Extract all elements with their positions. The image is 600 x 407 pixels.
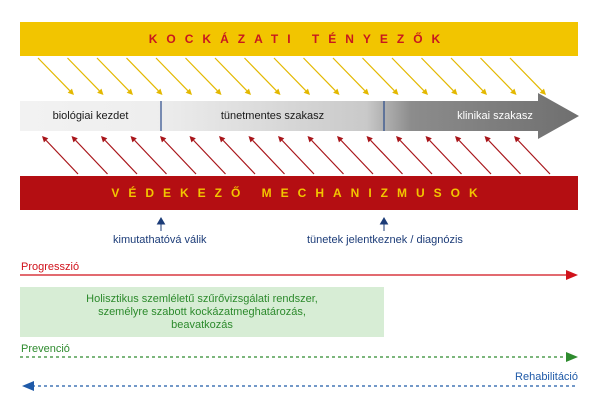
screening-line-3: beavatkozás [171, 318, 233, 331]
protective-arrow [485, 136, 521, 174]
protective-arrow [42, 136, 78, 174]
risk-arrow [274, 58, 310, 95]
protective-arrow [190, 136, 226, 174]
risk-arrow [245, 58, 281, 95]
marker-detectable-label: kimutathatóvá válik [113, 234, 207, 246]
protective-arrow [514, 136, 550, 174]
risk-arrow [186, 58, 222, 95]
stage-clinical: klinikai szakasz [457, 110, 533, 122]
protective-arrow [131, 136, 167, 174]
stage-asymptomatic: tünetmentes szakasz [220, 110, 325, 122]
screening-system-box [20, 287, 384, 337]
screening-line-2: személyre szabott kockázatmeghatározás, [98, 305, 306, 318]
risk-arrow [392, 58, 428, 95]
risk-factors-label: KOCKÁZATI TÉNYEZŐK [148, 32, 450, 46]
progression-arrow [20, 270, 578, 280]
risk-arrow [333, 58, 369, 95]
risk-arrow [215, 58, 251, 95]
screening-line-1: Holisztikus szemléletű szűrővizsgálati rendszer, [86, 292, 318, 305]
protective-mechanisms-label: VÉDEKEZŐ MECHANIZMUSOK [111, 186, 487, 200]
risk-arrow [156, 58, 192, 95]
risk-arrow [510, 58, 546, 95]
protective-arrow [101, 136, 137, 174]
rehabilitation-arrow [22, 381, 578, 391]
risk-arrow [304, 58, 340, 95]
protective-arrow [219, 136, 255, 174]
detectable-marker-arrow [158, 218, 165, 231]
protective-arrow [396, 136, 432, 174]
risk-arrow [38, 58, 74, 95]
risk-arrow [451, 58, 487, 95]
risk-arrow [97, 58, 133, 95]
protective-arrows [42, 136, 550, 174]
protective-arrow [278, 136, 314, 174]
diagnosis-marker-arrow [381, 218, 388, 231]
protective-mechanisms-banner [20, 176, 578, 210]
rehabilitation-label: Rehabilitáció [515, 371, 578, 383]
protective-arrow [426, 136, 462, 174]
risk-arrow [363, 58, 399, 95]
risk-arrow [68, 58, 104, 95]
prevention-arrow [20, 352, 578, 362]
stage-biological-onset: biológiai kezdet [52, 110, 129, 122]
risk-arrows [38, 58, 546, 95]
risk-arrow [127, 58, 163, 95]
risk-arrow [422, 58, 458, 95]
protective-arrow [455, 136, 491, 174]
protective-arrow [72, 136, 108, 174]
risk-factors-banner [20, 22, 578, 56]
marker-diagnosis-label: tünetek jelentkeznek / diagnózis [307, 234, 463, 246]
protective-arrow [367, 136, 403, 174]
protective-arrow [249, 136, 285, 174]
progression-label: Progresszió [21, 261, 80, 273]
protective-arrow [308, 136, 344, 174]
prevention-label: Prevenció [21, 343, 70, 355]
risk-arrow [481, 58, 517, 95]
protective-arrow [337, 136, 373, 174]
protective-arrow [160, 136, 196, 174]
